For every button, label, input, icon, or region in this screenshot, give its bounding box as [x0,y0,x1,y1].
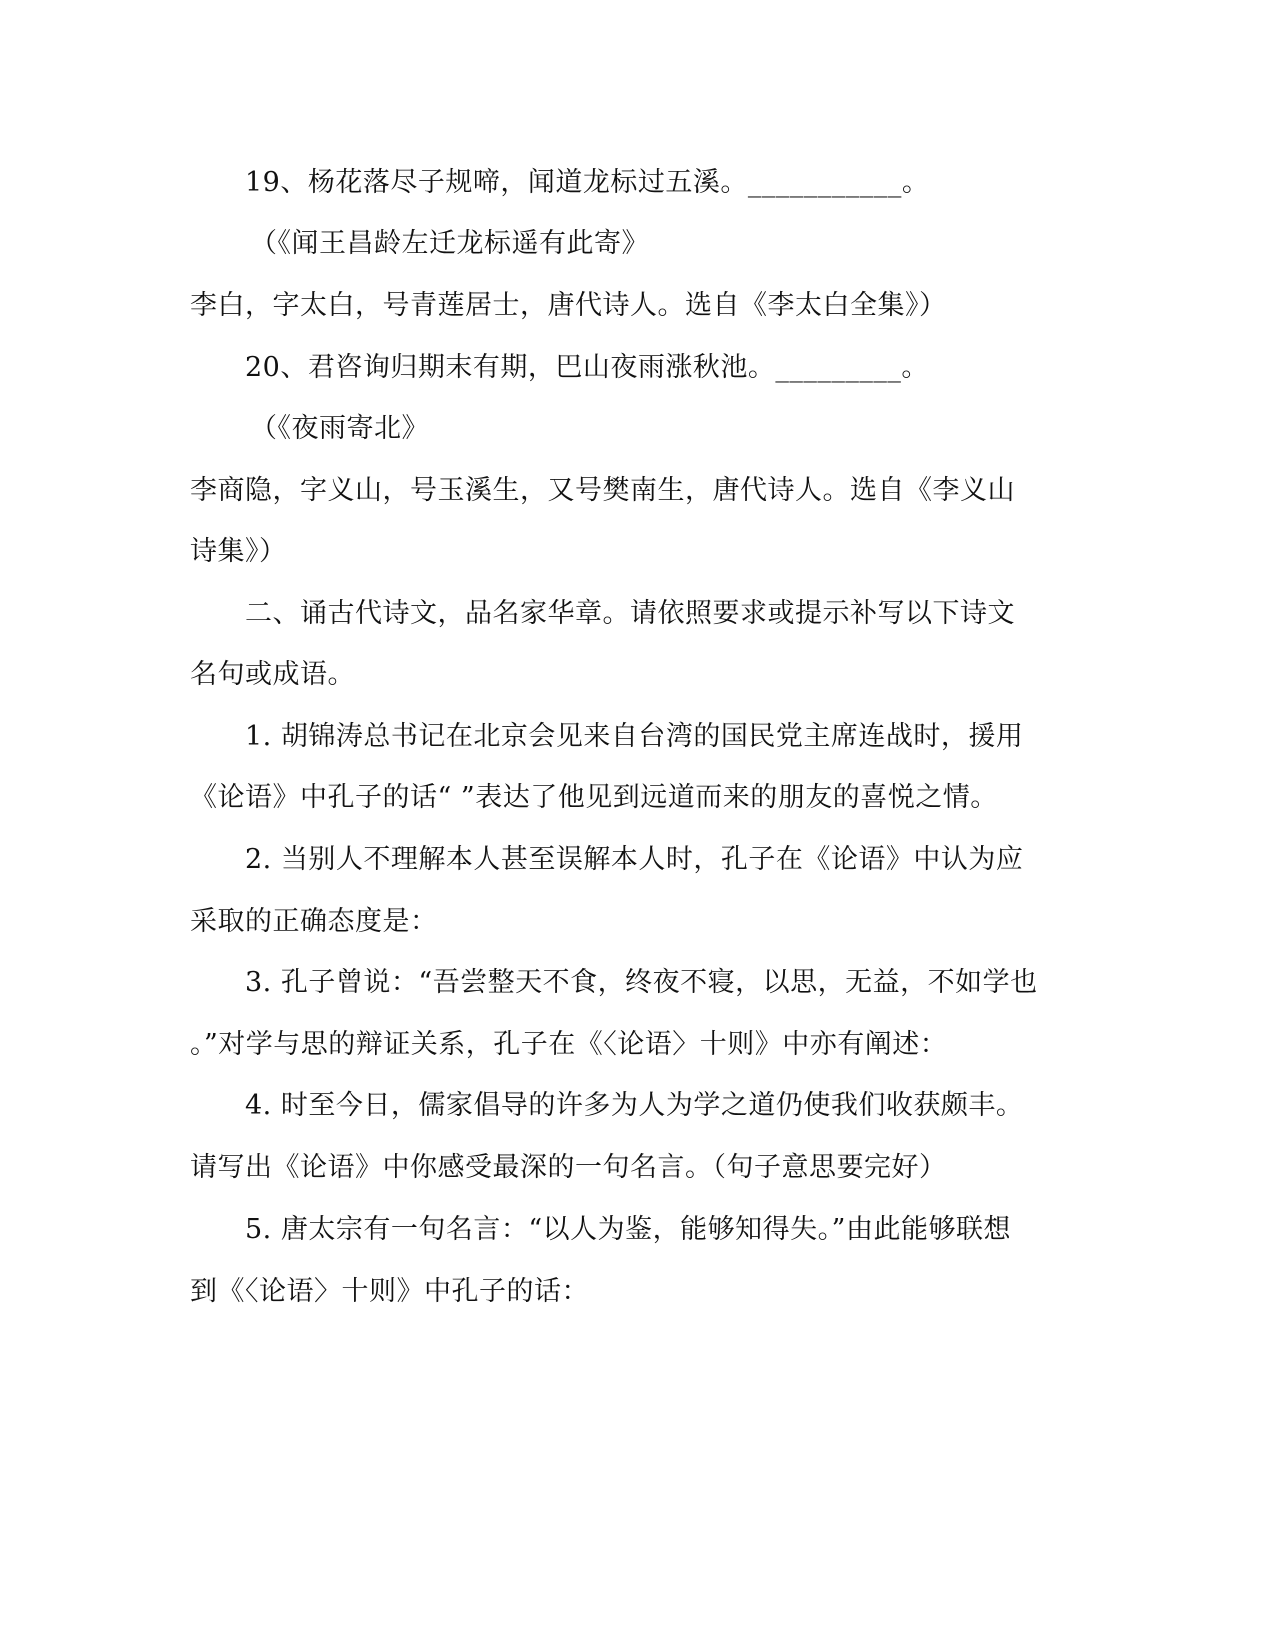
section-two-heading: 二、诵古代诗文，品名家华章。请依照要求或提示补写以下诗文 [245,598,1015,629]
question-20-source-title: （《夜雨寄北》 [250,413,429,444]
question-20: 20、君咨询归期末有期，巴山夜雨涨秋池。_________。 [245,352,929,383]
item-5: 5. 唐太宗有一句名言：“以人为鉴，能够知得失。”由此能够联想 [245,1214,1011,1245]
item-3-cont: 。”对学与思的辩证关系，孔子在《〈论语〉十则》中亦有阐述： [190,1029,948,1060]
item-1: 1. 胡锦涛总书记在北京会见来自台湾的国民党主席连战时，援用 [245,721,1024,752]
question-20-author-note: 李商隐，字义山，号玉溪生，又号樊南生，唐代诗人。选自《李义山 [190,475,1015,506]
question-19-author-note: 李白，字太白，号青莲居士，唐代诗人。选自《李太白全集》） [190,290,947,321]
item-1-cont: 《论语》中孔子的话“ ”表达了他见到远道而来的朋友的喜悦之情。 [190,782,998,813]
item-4: 4. 时至今日，儒家倡导的许多为人为学之道仍使我们收获颇丰。 [245,1090,1024,1121]
question-20-author-note-cont: 诗集》） [190,536,287,567]
item-2-cont: 采取的正确态度是： [190,906,438,937]
item-5-cont: 到《〈论语〉十则》中孔子的话： [190,1276,589,1307]
item-4-cont: 请写出《论语》中你感受最深的一句名言。（句子意思要完好） [190,1152,947,1183]
question-19-source-title: （《闻王昌龄左迁龙标遥有此寄》 [250,228,649,259]
item-2: 2. 当别人不理解本人甚至误解本人时，孔子在《论语》中认为应 [245,844,1024,875]
item-3: 3. 孔子曾说：“吾尝整天不食，终夜不寝，以思，无益，不如学也 [245,967,1038,998]
question-19: 19、杨花落尽子规啼，闻道龙标过五溪。___________。 [245,167,930,198]
section-two-heading-cont: 名句或成语。 [190,659,355,690]
